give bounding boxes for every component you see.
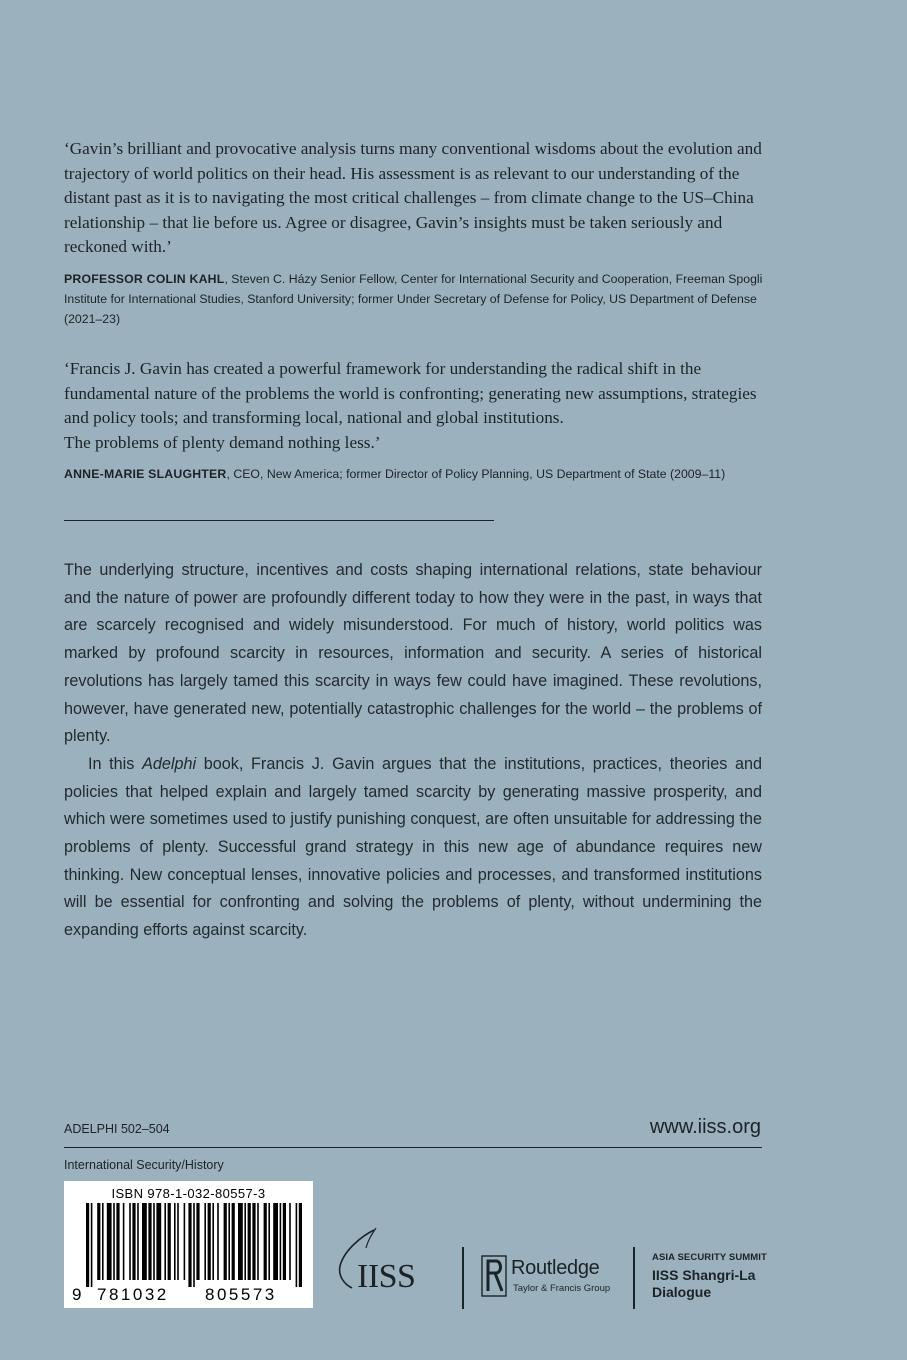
barcode-bar <box>153 1203 155 1280</box>
barcode-bar <box>137 1203 139 1280</box>
barcode-bar <box>232 1203 235 1280</box>
iiss-logo-text: IISS <box>357 1258 416 1295</box>
barcode-bar <box>248 1203 251 1280</box>
description-paragraph-2 <box>64 751 762 945</box>
barcode-bar <box>91 1203 93 1287</box>
barcode-bar <box>188 1203 191 1287</box>
logo-divider-2 <box>633 1247 635 1309</box>
quote-2-text-last: The problems of plenty demand nothing less.’ <box>64 432 381 452</box>
quote-1-affiliation: , Steven C. Házy Senior Fellow, Center for International Security and Cooperation, Freeman Spogli Institute for International Studies, Stanford University; former Under Secretary of Defense for Policy, US Department of Defense (2021–23) <box>64 272 763 326</box>
barcode-bar <box>244 1203 246 1280</box>
barcode-bar <box>228 1203 230 1280</box>
shangri-la-line-2: Dialogue <box>652 1284 712 1300</box>
barcode-bar <box>257 1203 259 1280</box>
quote-1-author: PROFESSOR COLIN KAHL <box>64 272 225 286</box>
endorsement-quote-2 <box>64 357 764 455</box>
barcode-bar <box>156 1203 161 1280</box>
description-paragraph-1: The underlying structure, incentives and costs shaping international relations, state behaviour and the nature of power are profoundly different today to how they were in the past, in ways that are scarcely recognised and widely misunderstood. For much of history, world politics was marked by profound scarcity in resources, information and security. A series of historical revolutions has largely tamed this scarcity in ways few could have imagined. These revolutions, however, have generated new, potentially catastrophic challenges for the world – the problems of plenty. <box>64 561 762 746</box>
series-name-italic: Adelphi <box>142 754 197 773</box>
barcode-bar <box>268 1203 270 1280</box>
barcode-bar <box>97 1203 100 1280</box>
website-link[interactable]: www.iiss.org <box>649 1116 761 1138</box>
barcode-bar <box>289 1203 291 1280</box>
quote-1-text: ‘Gavin’s brilliant and provocative analysis turns many conventional wisdoms about the evolution and trajectory of world politics on their head. His assessment is as relevant to our understanding of the distant past as it is to navigating the most critical challenges – from climate change to the US–China relationship – that lie before us. Agree or disagree, Gavin’s insights must be taken seriously and reckoned with.’ <box>64 139 762 256</box>
quote-2-text: ‘Francis J. Gavin has created a powerful framework for understanding the radical shift in the fundamental nature of the problems the world is confronting; generating new assumptions, strategies and policy tools; and transforming local, national and global institutions. <box>64 359 757 427</box>
isbn-label: ISBN 978-1-032-80557-3 <box>111 1186 266 1201</box>
endorsement-quote-1 <box>64 137 764 260</box>
barcode-bar <box>164 1203 166 1280</box>
barcode-bar <box>107 1203 112 1280</box>
barcode-bar <box>142 1203 147 1280</box>
subject-category: International Security/History <box>64 1158 224 1172</box>
barcode-bar <box>184 1203 186 1280</box>
barcode-bar <box>196 1203 199 1280</box>
routledge-r-icon <box>481 1255 507 1297</box>
footer-divider <box>64 1147 762 1148</box>
quote-2-affiliation: , CEO, New America; former Director of Policy Planning, US Department of State (2009–11) <box>226 467 726 481</box>
barcode-bar <box>280 1203 282 1280</box>
barcode-digits-left: 781032 <box>97 1285 169 1304</box>
barcode-bar <box>168 1203 171 1280</box>
barcode-bar <box>116 1203 119 1280</box>
barcode-bar <box>217 1203 219 1280</box>
book-description <box>64 557 762 945</box>
quote-2-author: ANNE-MARIE SLAUGHTER <box>64 467 227 481</box>
section-divider <box>64 520 494 521</box>
description-p2-start: In this <box>88 754 143 773</box>
barcode-bar <box>296 1203 298 1287</box>
barcode-bar <box>102 1203 104 1280</box>
routledge-subtitle: Taylor & Francis Group <box>513 1283 611 1294</box>
barcode-bar <box>224 1203 227 1280</box>
routledge-logo-text: Routledge <box>511 1257 600 1279</box>
barcode-bar <box>177 1203 179 1280</box>
barcode-bar <box>208 1203 211 1280</box>
barcode-icon <box>64 1181 313 1308</box>
barcode-digits-right: 805573 <box>205 1285 277 1304</box>
endorsement-attribution-2 <box>64 464 764 484</box>
endorsement-attribution-1 <box>64 269 764 329</box>
barcode-bar <box>238 1203 243 1280</box>
barcode-bar <box>129 1203 131 1280</box>
barcode-digit-first: 9 <box>72 1285 82 1304</box>
barcode-bar <box>299 1203 302 1287</box>
barcode-bar <box>252 1203 255 1280</box>
barcode-bar <box>148 1203 151 1280</box>
barcode-bar <box>273 1203 278 1280</box>
description-p2-rest: book, Francis J. Gavin argues that the institutions, practices, theories and policies that helped explain and largely tamed scarcity by generating massive prosperity, and which were sometimes used to justify punishing conquest, are often unsuitable for addressing the problems of plenty. Successful grand strategy in this new age of abundance requires new thinking. New conceptual lenses, innovative policies and processes, and transformed institutions will be essential for confronting and solving the problems of plenty, without undermining the expanding efforts against scarcity. <box>64 754 762 940</box>
barcode-bar <box>123 1203 125 1280</box>
barcode-bar <box>264 1203 267 1280</box>
barcode-bar <box>212 1203 214 1280</box>
barcode-bar <box>86 1203 89 1287</box>
barcode-bar <box>113 1203 115 1280</box>
shangri-la-line-1: IISS Shangri-La <box>652 1267 756 1283</box>
barcode-panel <box>64 1181 313 1308</box>
logo-divider-1 <box>462 1247 464 1309</box>
barcode-bar <box>174 1203 176 1280</box>
series-number: ADELPHI 502–504 <box>64 1122 170 1136</box>
barcode-bar <box>204 1203 206 1280</box>
barcode-bar <box>283 1203 286 1280</box>
barcode-bar <box>132 1203 135 1280</box>
barcode-bar <box>193 1203 195 1287</box>
shangri-la-logo <box>652 1267 755 1301</box>
summit-label: ASIA SECURITY SUMMIT <box>652 1252 767 1263</box>
